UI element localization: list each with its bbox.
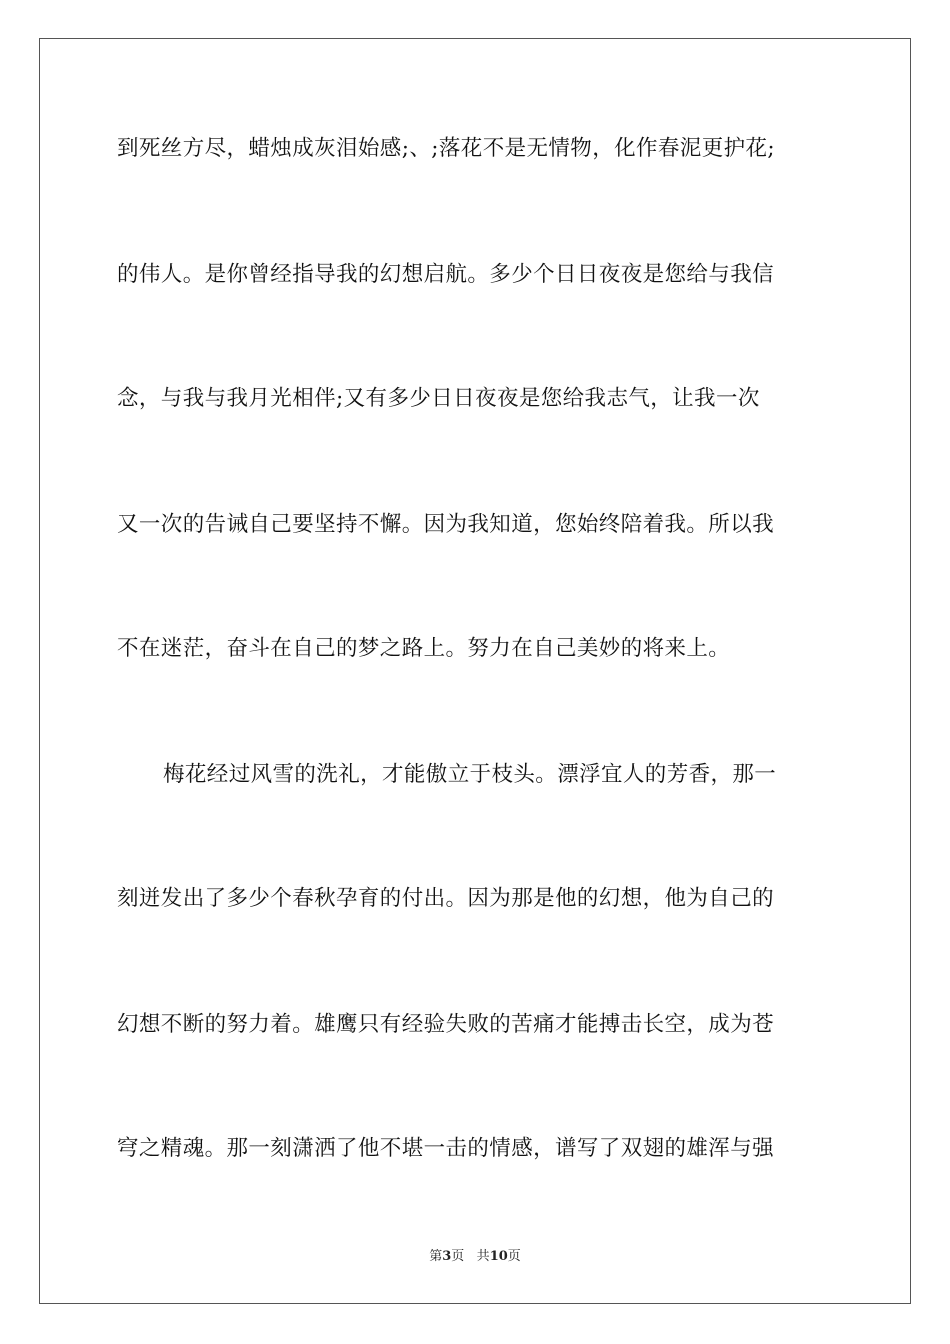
footer-total-pages: 10 [489,1249,508,1264]
body-line-4: 又一次的告诫自己要坚持不懈。因为我知道，您始终陪着我。所以我 [117,512,775,537]
body-line-8: 幻想不断的努力着。雄鹰只有经验失败的苦痛才能搏击长空，成为苍 [117,1012,775,1037]
body-line-6-paragraph-start: 梅花经过风雪的洗礼，才能傲立于枝头。漂浮宜人的芳香，那一 [163,762,777,787]
body-line-9: 穹之精魂。那一刻潇洒了他不堪一击的情感，谱写了双翅的雄浑与强 [117,1136,775,1161]
footer-total-prefix: 共 [476,1249,490,1264]
body-line-5: 不在迷茫，奋斗在自己的梦之路上。努力在自己美妙的将来上。 [117,636,731,661]
footer-page-prefix: 第 [429,1249,443,1264]
body-line-2: 的伟人。是你曾经指导我的幻想启航。多少个日日夜夜是您给与我信 [117,262,775,287]
body-line-7: 刻迸发出了多少个春秋孕育的付出。因为那是他的幻想，他为自己的 [117,886,775,911]
footer-total-suffix: 页 [507,1249,521,1264]
page-border [39,38,911,1304]
body-line-3: 念，与我与我月光相伴;又有多少日日夜夜是您给我志气，让我一次 [117,386,760,411]
body-line-1: 到死丝方尽，蜡烛成灰泪始感;、;落花不是无情物，化作春泥更护花; [117,136,776,161]
page-footer [0,1248,950,1266]
footer-page-suffix: 页 [451,1249,465,1264]
footer-page-number: 3 [442,1249,452,1264]
